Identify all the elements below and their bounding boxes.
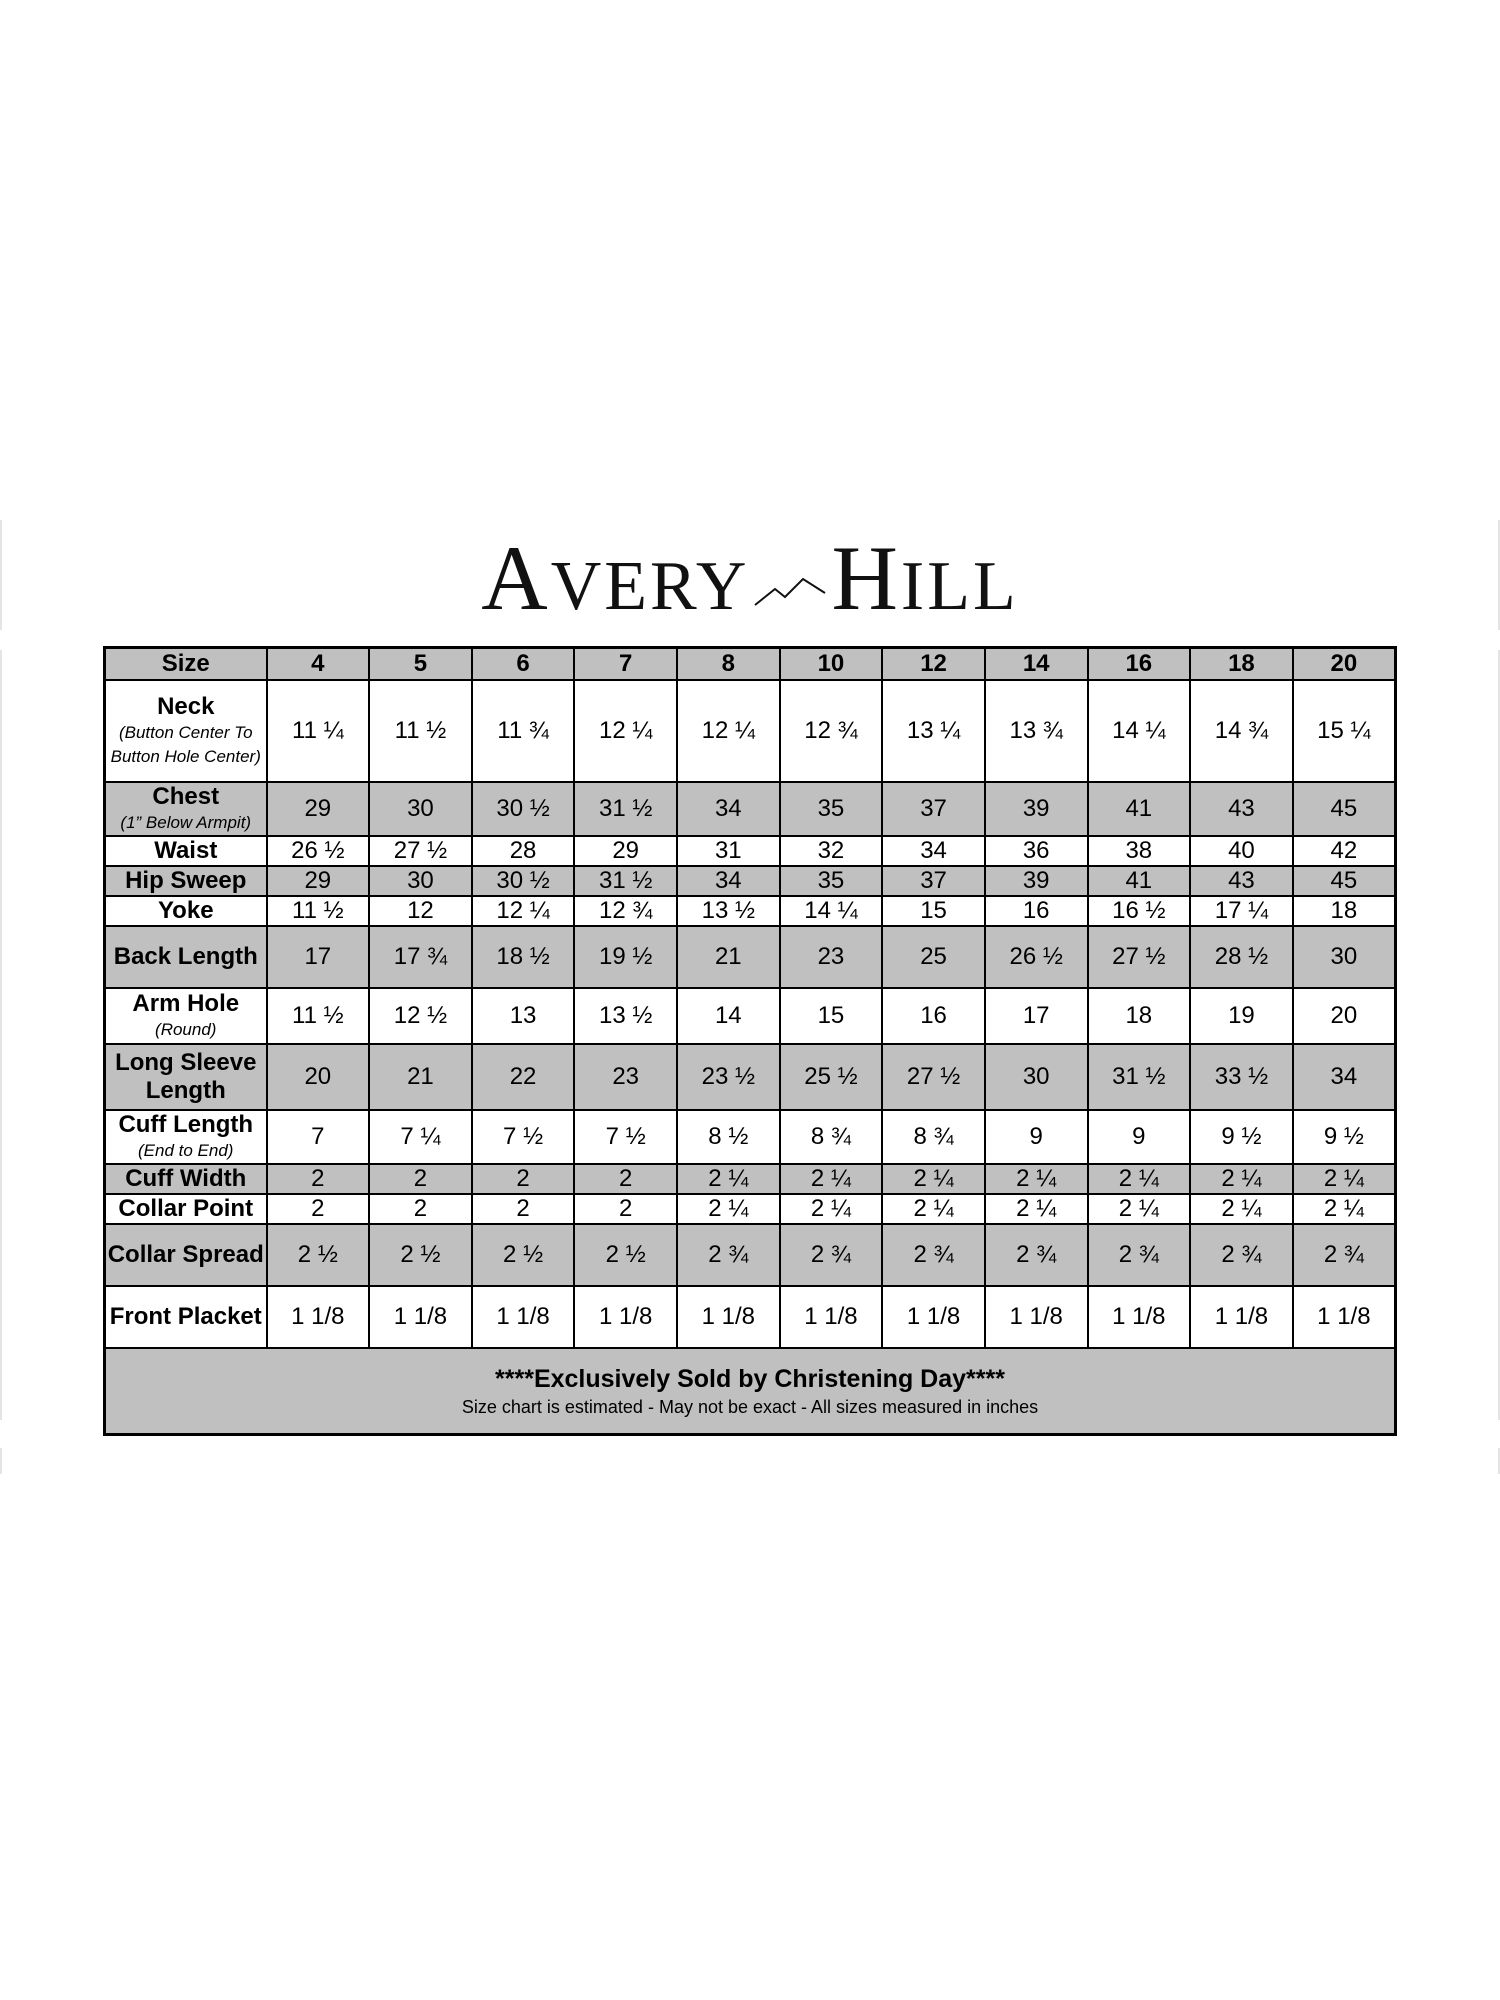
measurement-cell: 13 ½ <box>574 988 677 1044</box>
measurement-cell: 38 <box>1088 836 1191 866</box>
measurement-cell: 7 ½ <box>472 1110 575 1164</box>
brand-logo <box>0 527 1500 633</box>
measurement-cell: 1 1/8 <box>1190 1286 1293 1348</box>
row-label-cell <box>105 1110 267 1164</box>
measurement-cell: 27 ½ <box>882 1044 985 1110</box>
measurement-cell: 23 <box>574 1044 677 1110</box>
brand-name-part1: AVERY <box>481 527 750 629</box>
measurement-row <box>105 1164 1396 1194</box>
measurement-cell: 29 <box>267 866 370 896</box>
measurement-cell: 1 1/8 <box>267 1286 370 1348</box>
size-header-cell: 10 <box>780 648 883 680</box>
measurement-cell: 41 <box>1088 866 1191 896</box>
measurement-cell: 2 ¼ <box>882 1194 985 1224</box>
measurement-cell: 15 <box>780 988 883 1044</box>
measurement-cell: 9 <box>1088 1110 1191 1164</box>
measurement-cell: 9 ½ <box>1190 1110 1293 1164</box>
measurement-cell: 27 ½ <box>1088 926 1191 988</box>
measurement-cell: 2 <box>369 1164 472 1194</box>
mountain-icon <box>753 575 827 609</box>
row-label-cell <box>105 680 267 782</box>
measurement-cell: 2 ¼ <box>985 1164 1088 1194</box>
measurement-cell: 2 <box>369 1194 472 1224</box>
measurement-cell: 18 <box>1088 988 1191 1044</box>
measurement-cell: 39 <box>985 866 1088 896</box>
size-header-cell: 16 <box>1088 648 1191 680</box>
measurement-cell: 25 ½ <box>780 1044 883 1110</box>
measurement-row <box>105 1110 1396 1164</box>
measurement-cell: 13 ¾ <box>985 680 1088 782</box>
measurement-cell: 36 <box>985 836 1088 866</box>
row-label-cell <box>105 866 267 896</box>
measurement-cell: 40 <box>1190 836 1293 866</box>
measurement-cell: 8 ¾ <box>882 1110 985 1164</box>
measurement-cell: 11 ½ <box>267 896 370 926</box>
measurement-cell: 2 ¾ <box>1190 1224 1293 1286</box>
measurement-cell: 2 ¼ <box>780 1194 883 1224</box>
measurement-cell: 26 ½ <box>267 836 370 866</box>
measurement-cell: 31 ½ <box>574 866 677 896</box>
measurement-cell: 2 ½ <box>472 1224 575 1286</box>
measurement-cell: 2 ¼ <box>1088 1194 1191 1224</box>
measurement-cell: 19 ½ <box>574 926 677 988</box>
row-note: (Round) <box>155 1019 217 1039</box>
left-edge-mark <box>0 650 2 1420</box>
measurement-cell: 34 <box>677 866 780 896</box>
measurement-cell: 16 <box>882 988 985 1044</box>
measurement-cell: 30 ½ <box>472 782 575 836</box>
measurement-cell: 31 ½ <box>1088 1044 1191 1110</box>
size-header-cell: 6 <box>472 648 575 680</box>
measurement-row <box>105 680 1396 782</box>
measurement-row <box>105 1286 1396 1348</box>
measurement-cell: 2 ¾ <box>985 1224 1088 1286</box>
row-note: (1” Below Armpit) <box>120 812 252 832</box>
measurement-cell: 9 ½ <box>1293 1110 1396 1164</box>
size-header-row <box>105 648 1396 680</box>
measurement-cell: 12 ¾ <box>574 896 677 926</box>
measurement-cell: 14 <box>677 988 780 1044</box>
row-label-cell <box>105 988 267 1044</box>
measurement-cell: 28 <box>472 836 575 866</box>
measurement-cell: 21 <box>677 926 780 988</box>
measurement-cell: 2 ¾ <box>780 1224 883 1286</box>
measurement-cell: 2 ¼ <box>677 1194 780 1224</box>
measurement-cell: 11 ½ <box>369 680 472 782</box>
measurement-cell: 2 <box>267 1164 370 1194</box>
row-note: (Button Center To Button Hole Center) <box>110 722 261 766</box>
measurement-cell: 11 ½ <box>267 988 370 1044</box>
row-label-cell <box>105 1044 267 1110</box>
row-label: Cuff Length <box>118 1110 254 1138</box>
measurement-cell: 8 ½ <box>677 1110 780 1164</box>
row-note: (End to End) <box>138 1140 234 1160</box>
row-label: Neck <box>157 692 215 720</box>
measurement-cell: 2 ¾ <box>1088 1224 1191 1286</box>
measurement-cell: 16 ½ <box>1088 896 1191 926</box>
row-label: Yoke <box>157 896 214 924</box>
measurement-cell: 42 <box>1293 836 1396 866</box>
measurement-cell: 2 ¼ <box>1293 1164 1396 1194</box>
measurement-cell: 1 1/8 <box>1088 1286 1191 1348</box>
measurement-cell: 2 ¼ <box>1190 1164 1293 1194</box>
measurement-cell: 18 <box>1293 896 1396 926</box>
row-label: Waist <box>154 836 218 864</box>
disclaimer-note: Size chart is estimated - May not be exact - All sizes measured in inches <box>461 1396 1039 1417</box>
measurement-cell: 18 ½ <box>472 926 575 988</box>
measurement-cell: 2 ¼ <box>985 1194 1088 1224</box>
measurement-cell: 17 ¼ <box>1190 896 1293 926</box>
measurement-cell: 17 <box>267 926 370 988</box>
measurement-cell: 16 <box>985 896 1088 926</box>
row-label: Cuff Width <box>125 1164 247 1192</box>
measurement-cell: 20 <box>1293 988 1396 1044</box>
measurement-cell: 43 <box>1190 866 1293 896</box>
row-label-cell <box>105 896 267 926</box>
size-header-cell: 8 <box>677 648 780 680</box>
measurement-cell: 7 ¼ <box>369 1110 472 1164</box>
measurement-cell: 2 ¾ <box>1293 1224 1396 1286</box>
measurement-cell: 15 ¼ <box>1293 680 1396 782</box>
row-label: Hip Sweep <box>125 866 247 894</box>
measurement-cell: 17 <box>985 988 1088 1044</box>
measurement-cell: 34 <box>882 836 985 866</box>
size-chart-body <box>105 680 1396 1348</box>
measurement-cell: 1 1/8 <box>882 1286 985 1348</box>
measurement-cell: 35 <box>780 866 883 896</box>
measurement-cell: 19 <box>1190 988 1293 1044</box>
size-header-cell: 12 <box>882 648 985 680</box>
measurement-cell: 12 ¾ <box>780 680 883 782</box>
measurement-cell: 2 ½ <box>574 1224 677 1286</box>
size-header-cell: 14 <box>985 648 1088 680</box>
measurement-cell: 35 <box>780 782 883 836</box>
row-label: Arm Hole <box>132 989 240 1017</box>
measurement-cell: 30 <box>1293 926 1396 988</box>
measurement-cell: 2 <box>574 1194 677 1224</box>
measurement-cell: 41 <box>1088 782 1191 836</box>
measurement-cell: 13 ¼ <box>882 680 985 782</box>
measurement-cell: 2 <box>267 1194 370 1224</box>
measurement-cell: 14 ¼ <box>780 896 883 926</box>
measurement-cell: 37 <box>882 782 985 836</box>
size-header-label: Size <box>105 648 267 680</box>
measurement-cell: 12 ¼ <box>574 680 677 782</box>
footer-row <box>105 1348 1396 1435</box>
measurement-cell: 34 <box>1293 1044 1396 1110</box>
measurement-cell: 1 1/8 <box>677 1286 780 1348</box>
measurement-cell: 14 ¾ <box>1190 680 1293 782</box>
measurement-cell: 39 <box>985 782 1088 836</box>
measurement-cell: 17 ¾ <box>369 926 472 988</box>
measurement-row <box>105 836 1396 866</box>
measurement-cell: 2 ¾ <box>882 1224 985 1286</box>
measurement-cell: 12 ¼ <box>677 680 780 782</box>
measurement-cell: 2 <box>574 1164 677 1194</box>
measurement-cell: 2 ¼ <box>677 1164 780 1194</box>
left-edge-mark <box>0 1448 2 1474</box>
row-label: Long Sleeve Length <box>115 1048 257 1104</box>
measurement-row <box>105 1044 1396 1110</box>
measurement-cell: 1 1/8 <box>985 1286 1088 1348</box>
measurement-cell: 45 <box>1293 866 1396 896</box>
measurement-cell: 1 1/8 <box>780 1286 883 1348</box>
row-label-cell <box>105 926 267 988</box>
measurement-cell: 2 ¾ <box>677 1224 780 1286</box>
measurement-cell: 15 <box>882 896 985 926</box>
measurement-cell: 2 ½ <box>267 1224 370 1286</box>
measurement-row <box>105 866 1396 896</box>
measurement-cell: 13 ½ <box>677 896 780 926</box>
row-label-cell <box>105 1286 267 1348</box>
measurement-row <box>105 926 1396 988</box>
measurement-row <box>105 782 1396 836</box>
size-header-cell: 20 <box>1293 648 1396 680</box>
measurement-cell: 2 ½ <box>369 1224 472 1286</box>
measurement-cell: 32 <box>780 836 883 866</box>
footer-cell <box>105 1348 1396 1435</box>
measurement-cell: 34 <box>677 782 780 836</box>
measurement-cell: 31 ½ <box>574 782 677 836</box>
measurement-cell: 11 ¾ <box>472 680 575 782</box>
measurement-cell: 2 ¼ <box>1088 1164 1191 1194</box>
measurement-cell: 25 <box>882 926 985 988</box>
measurement-cell: 2 <box>472 1194 575 1224</box>
measurement-cell: 30 <box>985 1044 1088 1110</box>
measurement-row <box>105 1194 1396 1224</box>
row-label: Collar Point <box>118 1194 254 1222</box>
measurement-cell: 21 <box>369 1044 472 1110</box>
row-label: Chest <box>152 782 220 810</box>
size-header-cell: 18 <box>1190 648 1293 680</box>
measurement-cell: 33 ½ <box>1190 1044 1293 1110</box>
measurement-cell: 2 ¼ <box>1190 1194 1293 1224</box>
measurement-cell: 1 1/8 <box>369 1286 472 1348</box>
row-label-cell <box>105 1164 267 1194</box>
row-label-cell <box>105 1194 267 1224</box>
measurement-cell: 29 <box>267 782 370 836</box>
row-label-cell <box>105 836 267 866</box>
measurement-cell: 2 ¼ <box>882 1164 985 1194</box>
measurement-cell: 22 <box>472 1044 575 1110</box>
measurement-cell: 13 <box>472 988 575 1044</box>
measurement-cell: 31 <box>677 836 780 866</box>
row-label-cell <box>105 1224 267 1286</box>
measurement-cell: 29 <box>574 836 677 866</box>
row-label: Back Length <box>113 942 258 970</box>
measurement-row <box>105 896 1396 926</box>
measurement-cell: 43 <box>1190 782 1293 836</box>
measurement-cell: 8 ¾ <box>780 1110 883 1164</box>
size-header-cell: 5 <box>369 648 472 680</box>
measurement-cell: 26 ½ <box>985 926 1088 988</box>
measurement-row <box>105 988 1396 1044</box>
measurement-row <box>105 1224 1396 1286</box>
measurement-cell: 37 <box>882 866 985 896</box>
row-label: Front Placket <box>109 1302 262 1330</box>
measurement-cell: 12 <box>369 896 472 926</box>
size-header-cell: 4 <box>267 648 370 680</box>
measurement-cell: 45 <box>1293 782 1396 836</box>
measurement-cell: 1 1/8 <box>1293 1286 1396 1348</box>
measurement-cell: 9 <box>985 1110 1088 1164</box>
measurement-cell: 23 ½ <box>677 1044 780 1110</box>
measurement-cell: 20 <box>267 1044 370 1110</box>
measurement-cell: 2 ¼ <box>780 1164 883 1194</box>
size-header-cell: 7 <box>574 648 677 680</box>
measurement-cell: 23 <box>780 926 883 988</box>
measurement-cell: 11 ¼ <box>267 680 370 782</box>
measurement-cell: 7 <box>267 1110 370 1164</box>
exclusive-note: ****Exclusively Sold by Christening Day**** <box>495 1364 1005 1393</box>
brand-name-part2: HILL <box>831 527 1019 629</box>
measurement-cell: 1 1/8 <box>574 1286 677 1348</box>
measurement-cell: 30 ½ <box>472 866 575 896</box>
measurement-cell: 12 ¼ <box>472 896 575 926</box>
measurement-cell: 30 <box>369 782 472 836</box>
measurement-cell: 2 <box>472 1164 575 1194</box>
measurement-cell: 28 ½ <box>1190 926 1293 988</box>
measurement-cell: 7 ½ <box>574 1110 677 1164</box>
measurement-cell: 1 1/8 <box>472 1286 575 1348</box>
size-chart-table <box>103 646 1397 1436</box>
measurement-cell: 30 <box>369 866 472 896</box>
measurement-cell: 2 ¼ <box>1293 1194 1396 1224</box>
measurement-cell: 14 ¼ <box>1088 680 1191 782</box>
measurement-cell: 27 ½ <box>369 836 472 866</box>
measurement-cell: 12 ½ <box>369 988 472 1044</box>
row-label-cell <box>105 782 267 836</box>
row-label: Collar Spread <box>107 1240 264 1268</box>
